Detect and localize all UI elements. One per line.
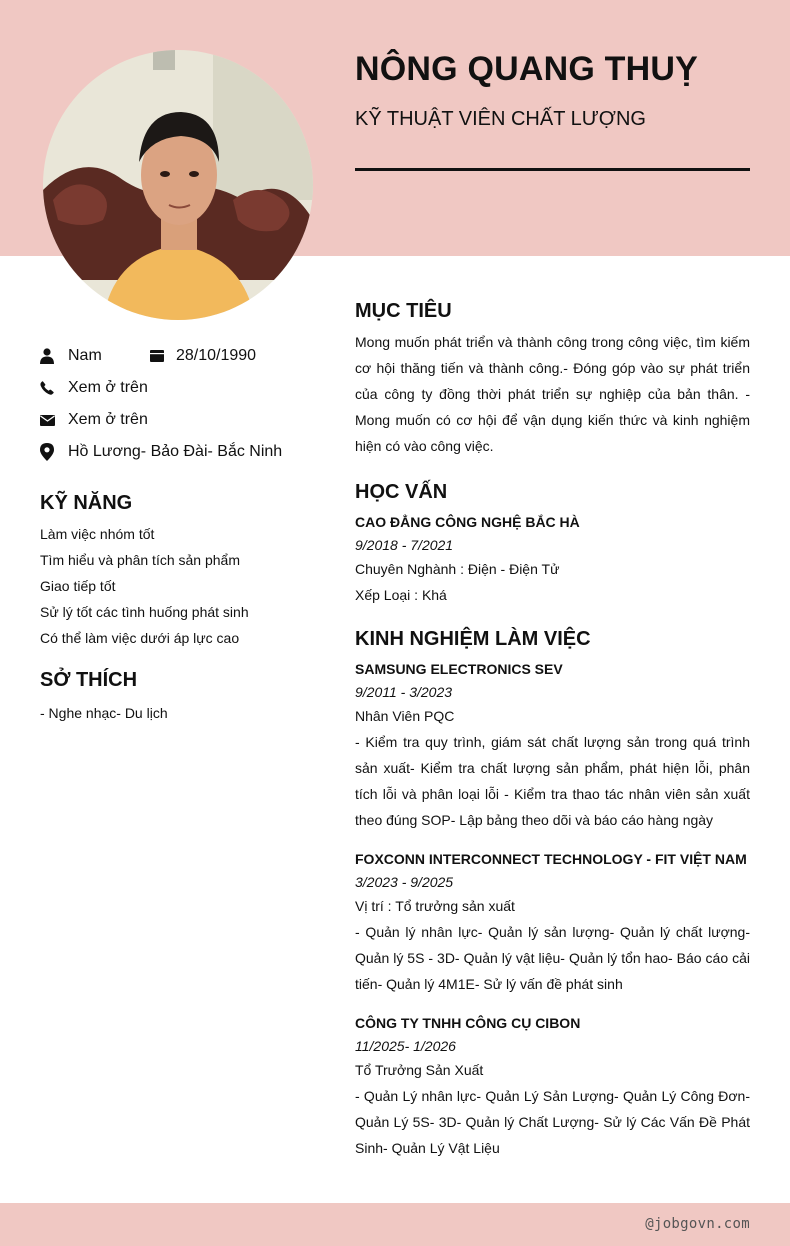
job-entry <box>355 1011 750 1161</box>
skill-item: Tìm hiểu và phân tích sản phẩm <box>40 552 240 568</box>
education-entry <box>355 510 750 608</box>
address-row <box>40 436 330 468</box>
job-period: 9/2011 - 3/2023 <box>355 684 453 700</box>
right-column <box>355 300 750 1173</box>
skills-list <box>40 521 330 651</box>
header-divider <box>355 168 750 171</box>
objective-text: Mong muốn phát triển và thành công trong công việc, tìm kiếm cơ hội thăng tiến và thành công.- Đóng góp vào sự phát triển của công ty đồng thời phát triển sự nghiệp của bản thân. - Mong muốn có cơ hội để vận dụng kiến thức và kinh nghiệm hiện có vào công việc. <box>355 334 750 454</box>
company-name: FOXCONN INTERCONNECT TECHNOLOGY - FIT VIỆT NAM <box>355 851 747 867</box>
job-position: Tổ Trưởng Sản Xuất <box>355 1062 484 1078</box>
hobbies-heading: SỞ THÍCH <box>40 669 138 691</box>
job-position: Nhân Viên PQC <box>355 708 455 724</box>
company-name: CÔNG TY TNHH CÔNG CỤ CIBON <box>355 1015 581 1031</box>
person-icon <box>40 348 68 364</box>
hobbies-text: - Nghe nhạc- Du lịch <box>40 705 168 721</box>
profile-photo <box>43 50 313 320</box>
skill-item: Làm việc nhóm tốt <box>40 526 155 542</box>
gender-value: Nam <box>68 347 102 364</box>
mail-icon <box>40 415 68 426</box>
calendar-icon <box>150 350 176 362</box>
education-period: 9/2018 - 7/2021 <box>355 537 454 553</box>
job-period: 3/2023 - 9/2025 <box>355 874 454 890</box>
company-name: SAMSUNG ELECTRONICS SEV <box>355 661 563 677</box>
job-title: KỸ THUẬT VIÊN CHẤT LƯỢNG <box>355 108 646 130</box>
job-entry <box>355 847 750 997</box>
job-description: - Quản lý nhân lực- Quản lý sản lượng- Quản lý chất lượng- Quản lý 5S - 3D- Quản lý vật liệu- Quản lý tổn hao- Báo cáo cải tiến- Quản lý 4M1E- Sử lý vấn đề phát sinh <box>355 924 750 992</box>
education-heading: HỌC VẤN <box>355 481 448 503</box>
dob-value: 28/10/1990 <box>176 347 257 364</box>
skill-item: Có thể làm việc dưới áp lực cao <box>40 630 240 646</box>
phone-value: Xem ở trên <box>68 379 148 396</box>
gender-dob-row <box>40 340 330 372</box>
email-row <box>40 404 330 436</box>
experience-heading: KINH NGHIỆM LÀM VIỆC <box>355 628 591 650</box>
skills-heading: KỸ NĂNG <box>40 492 133 514</box>
candidate-name: NÔNG QUANG THUỴ <box>355 50 698 88</box>
footer-watermark: @jobgovn.com <box>645 1216 750 1232</box>
email-value: Xem ở trên <box>68 411 148 428</box>
job-period: 11/2025- 1/2026 <box>355 1038 456 1054</box>
skill-item: Sử lý tốt các tình huống phát sinh <box>40 604 249 620</box>
address-value: Hồ Lương- Bảo Đài- Bắc Ninh <box>68 443 283 460</box>
phone-icon <box>40 381 68 395</box>
objective-heading: MỤC TIÊU <box>355 300 452 322</box>
skill-item: Giao tiếp tốt <box>40 578 116 594</box>
job-entry <box>355 657 750 833</box>
education-major: Chuyên Nghành : Điện - Điện Tử <box>355 561 560 577</box>
left-column <box>40 340 330 726</box>
job-description: - Quản Lý nhân lực- Quản Lý Sản Lượng- Quản Lý Công Đơn- Quản Lý 5S- 3D- Quản lý Chất Lượng- Sử lý Các Vấn Đề Phát Sinh- Quản Lý Vật Liệu <box>355 1088 750 1156</box>
location-pin-icon <box>40 443 68 461</box>
school-name: CAO ĐẲNG CÔNG NGHỆ BẮC HÀ <box>355 514 580 530</box>
job-position: Vị trí : Tổ trưởng sản xuất <box>355 898 515 914</box>
education-grade: Xếp Loại : Khá <box>355 587 447 603</box>
phone-row <box>40 372 330 404</box>
job-description: - Kiểm tra quy trình, giám sát chất lượng sản trong quá trình sản xuất- Kiểm tra chất lượng sản phẩm, phát hiện lỗi, phân tích lỗi và phân loại lỗi - Kiểm tra thao tác nhân viên sản xuất theo đúng SOP- Lập bảng theo dõi và báo cáo hàng ngày <box>355 734 750 828</box>
